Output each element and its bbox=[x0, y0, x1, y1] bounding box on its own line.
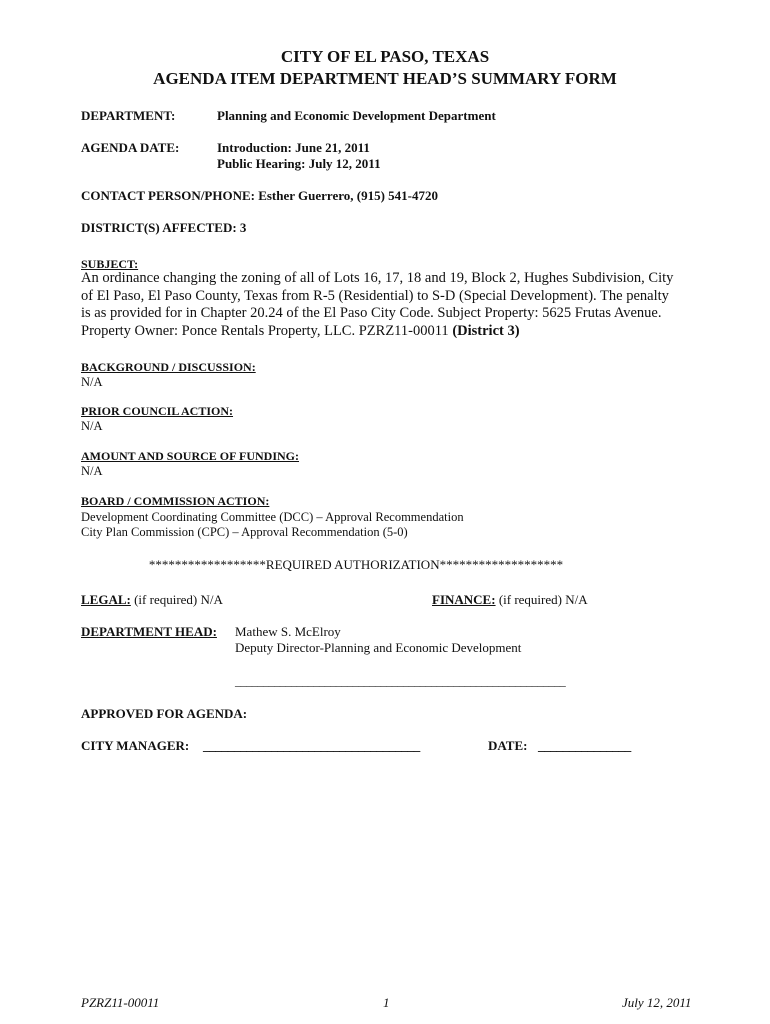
subject-heading: SUBJECT: bbox=[81, 257, 139, 271]
subject-text bbox=[81, 270, 701, 340]
board-line-2: City Plan Commission (CPC) – Approval Recommendation (5-0) bbox=[81, 525, 408, 539]
subject-line-4-text: Property Owner: Ponce Rentals Property, LLC. PZRZ11-00011 bbox=[81, 322, 453, 339]
city-manager-label: CITY MANAGER: bbox=[81, 738, 190, 753]
agenda-date-label: AGENDA DATE: bbox=[81, 140, 180, 155]
board-line-1: Development Coordinating Committee (DCC) – Approval Recommendation bbox=[81, 510, 464, 524]
legal-label: LEGAL: bbox=[81, 592, 131, 607]
footer-file-number: PZRZ11-00011 bbox=[81, 995, 160, 1010]
department-head-title: Deputy Director-Planning and Economic Development bbox=[235, 640, 522, 655]
funding-heading: AMOUNT AND SOURCE OF FUNDING: bbox=[81, 449, 300, 463]
department-head-name: Mathew S. McElroy bbox=[235, 624, 341, 639]
form-title: AGENDA ITEM DEPARTMENT HEAD’S SUMMARY FORM bbox=[153, 69, 617, 88]
department-value: Planning and Economic Development Department bbox=[217, 108, 496, 123]
city-manager-signature-line: ___________________________________ bbox=[203, 738, 421, 753]
department-head-label: DEPARTMENT HEAD: bbox=[81, 624, 217, 639]
signature-line: ___________________________________________________________ bbox=[235, 674, 566, 688]
footer-date: July 12, 2011 bbox=[622, 995, 692, 1010]
finance-label: FINANCE: bbox=[432, 592, 496, 607]
background-heading: BACKGROUND / DISCUSSION: bbox=[81, 360, 256, 374]
board-heading: BOARD / COMMISSION ACTION: bbox=[81, 494, 270, 508]
prior-council-heading: PRIOR COUNCIL ACTION: bbox=[81, 404, 234, 418]
public-hearing-date: Public Hearing: July 12, 2011 bbox=[217, 156, 381, 171]
districts-affected: DISTRICT(S) AFFECTED: 3 bbox=[81, 220, 247, 235]
subject-line-2: of El Paso, El Paso County, Texas from R-5 (Residential) to S-D (Special Development). The penalty bbox=[81, 287, 669, 304]
required-authorization: ******************REQUIRED AUTHORIZATION******************* bbox=[148, 557, 564, 572]
contact-person: CONTACT PERSON/PHONE: Esther Guerrero, (915) 541-4720 bbox=[81, 188, 439, 203]
legal-value: (if required) N/A bbox=[130, 592, 223, 607]
finance-line bbox=[432, 592, 588, 608]
footer-page-number: 1 bbox=[383, 995, 390, 1010]
subject-district: (District 3) bbox=[452, 322, 520, 339]
subject-line-3: is as provided for in Chapter 20.24 of the El Paso City Code. Subject Property: 5625 Frutas Avenue. bbox=[81, 305, 662, 321]
background-value: N/A bbox=[81, 375, 103, 389]
department-label: DEPARTMENT: bbox=[81, 108, 176, 123]
prior-council-value: N/A bbox=[81, 419, 103, 433]
legal-line bbox=[81, 592, 223, 608]
approved-for-agenda: APPROVED FOR AGENDA: bbox=[81, 706, 248, 721]
date-line: _______________ bbox=[538, 738, 632, 753]
date-label: DATE: bbox=[488, 738, 528, 753]
funding-value: N/A bbox=[81, 464, 103, 478]
subject-line-4 bbox=[81, 323, 701, 341]
introduction-date: Introduction: June 21, 2011 bbox=[217, 140, 370, 155]
subject-line-1: An ordinance changing the zoning of all of Lots 16, 17, 18 and 19, Block 2, Hughes Subdivision, City bbox=[81, 270, 674, 286]
finance-value: (if required) N/A bbox=[495, 592, 588, 607]
city-title: CITY OF EL PASO, TEXAS bbox=[280, 47, 490, 66]
